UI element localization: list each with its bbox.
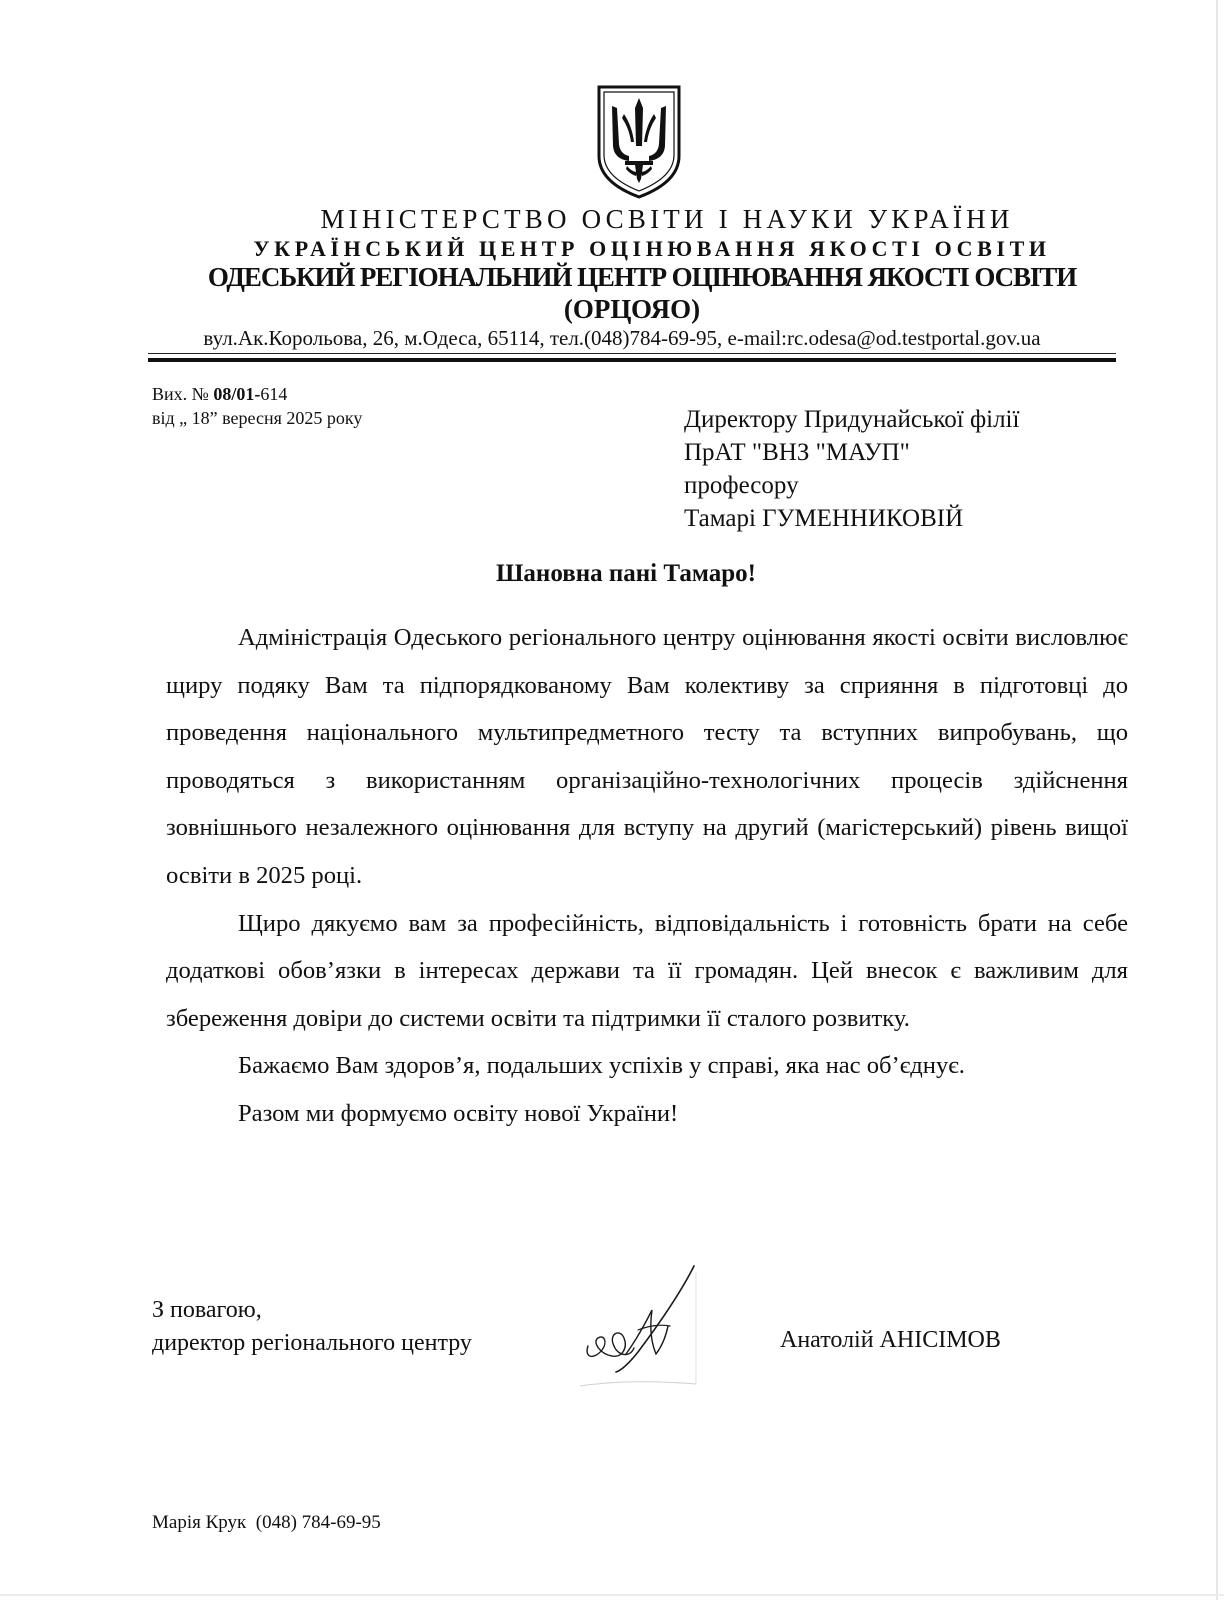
closing-phrase: З повагою,: [152, 1297, 262, 1323]
regional-center-abbreviation: (ОРЦОЯО): [563, 294, 701, 324]
handwritten-signature: [578, 1262, 718, 1392]
outgoing-prefix: Вих. №: [152, 384, 214, 404]
greeting: Шановна пані Тамаро!: [495, 560, 757, 587]
trident-coat-of-arms-icon: [596, 84, 682, 200]
page-edge-bottom: [0, 1594, 1224, 1596]
outgoing-number-value: 614: [260, 384, 288, 404]
body-paragraph: Бажаємо Вам здоров’я, подальших успіхів у справі, яка нас об’єднує.: [238, 1052, 965, 1080]
body-paragraph: Разом ми формуємо освіту нової України!: [238, 1099, 679, 1127]
letter-date: від „ 18” вересня 2025 року: [152, 408, 363, 428]
body-paragraph: Адміністрація Одеського регіонального центру оцінювання якості освіти висловлює щиру подяку Вам та підпорядкованому Вам колективу за сприяння в підготовці до проведення національного мультипредметного тесту та вступних випробувань, що проводяться з використанням організаційно-технологічних процесів здійснення зовнішнього незалежного оцінювання для вступу на другий (магістерський) рівень вищої освіти в 2025 році.: [166, 624, 1128, 889]
signature-closing-block: [152, 1294, 472, 1360]
addressee-line: ПрАТ "ВНЗ "МАУП": [684, 439, 910, 466]
addressee-line: Директору Придунайської філії: [684, 406, 1020, 433]
header-divider-thin: [148, 353, 1116, 354]
letter-body: [166, 614, 1128, 1138]
regional-center-name: ОДЕСЬКИЙ РЕГІОНАЛЬНИЙ ЦЕНТР ОЦІНЮВАННЯ ЯКОСТІ ОСВІТИ: [207, 262, 1077, 292]
ministry-name: МІНІСТЕРСТВО ОСВІТИ І НАУКИ УКРАЇНИ: [320, 204, 1014, 234]
signer-position: директор регіонального центру: [152, 1330, 472, 1356]
addressee-line: Тамарі ГУМЕННИКОВІЙ: [684, 505, 964, 532]
signer-name: Анатолій АНІСІМОВ: [780, 1327, 1001, 1353]
addressee-block: [684, 403, 1019, 535]
contact-address: вул.Ак.Корольова, 26, м.Одеса, 65114, тел.(048)784-69-95, e-mail:rc.odesa@od.testportal.gov.ua: [203, 326, 1041, 350]
outgoing-number-bold: 08/01-: [213, 384, 261, 404]
executor-contact: Марія Крук (048) 784-69-95: [152, 1512, 381, 1533]
center-name: УКРАЇНСЬКИЙ ЦЕНТР ОЦІНЮВАННЯ ЯКОСТІ ОСВІТИ: [253, 236, 1051, 261]
body-paragraph: Щиро дякуємо вам за професійність, відповідальність і готовність брати на себе додаткові обов’язки в інтересах держави та її громадян. Цей внесок є важливим для збереження довіри до системи освіти та підтримки її сталого розвитку.: [166, 909, 1128, 1032]
addressee-line: професору: [684, 472, 799, 499]
outgoing-number: [152, 384, 287, 405]
header-divider-thick: [148, 358, 1116, 362]
